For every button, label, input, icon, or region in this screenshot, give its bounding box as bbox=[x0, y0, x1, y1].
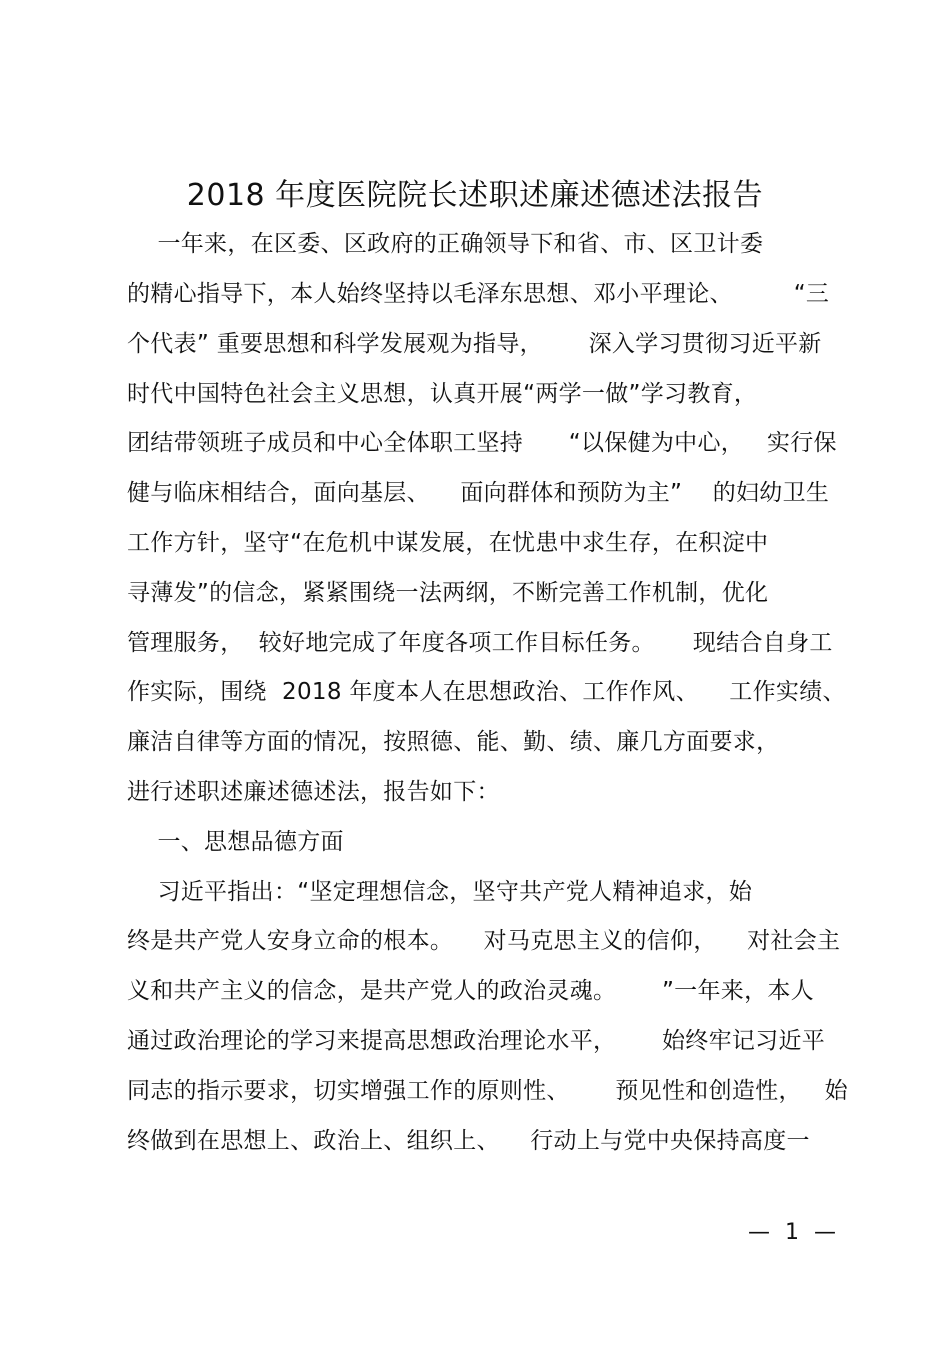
document-title: 2018 年度医院院长述职述廉述德述法报告 bbox=[186, 178, 764, 213]
body-line: 寻薄发”的信念，紧紧围绕一法两纲，不断完善工作机制，优化 bbox=[127, 580, 769, 606]
body-line: 健与临床相结合，面向基层、 面向群体和预防为主” 的妇幼卫生 bbox=[127, 480, 830, 506]
body-line: 个代表” 重要思想和科学发展观为指导， 深入学习贯彻习近平新 bbox=[127, 331, 822, 357]
body-line: 通过政治理论的学习来提高思想政治理论水平， 始终牢记习近平 bbox=[127, 1028, 826, 1054]
body-line: 进行述职述廉述德述法，报告如下： bbox=[127, 779, 500, 805]
body-line: 同志的指示要求，切实增强工作的原则性、 预见性和创造性， 始 bbox=[127, 1078, 848, 1104]
page-number: — 1 — bbox=[748, 1220, 840, 1245]
body-line: 一年来，在区委、区政府的正确领导下和省、市、区卫计委 bbox=[127, 231, 764, 257]
body-line: 终是共产党人安身立命的根本。 对马克思主义的信仰， 对社会主 bbox=[127, 928, 841, 954]
body-line: 终做到在思想上、政治上、组织上、 行动上与党中央保持高度一 bbox=[127, 1128, 810, 1154]
body-line: 管理服务， 较好地完成了年度各项工作目标任务。 现结合自身工 bbox=[127, 630, 833, 656]
body-line: 时代中国特色社会主义思想，认真开展“两学一做”学习教育， bbox=[127, 381, 758, 407]
body-line: 习近平指出：“坚定理想信念，坚守共产党人精神追求，始 bbox=[127, 879, 753, 905]
body-line: 义和共产主义的信念，是共产党人的政治灵魂。 ”一年来，本人 bbox=[127, 978, 814, 1004]
body-line: 的精心指导下，本人始终坚持以毛泽东思想、邓小平理论、 “三 bbox=[127, 281, 830, 307]
section-heading: 一、思想品德方面 bbox=[127, 829, 344, 855]
body-line: 工作方针，坚守“在危机中谋发展，在忧患中求生存，在积淀中 bbox=[127, 530, 769, 556]
body-line: 团结带领班子成员和中心全体职工坚持 “以保健为中心， 实行保 bbox=[127, 430, 837, 456]
body-line: 廉洁自律等方面的情况，按照德、能、勤、绩、廉几方面要求， bbox=[127, 729, 780, 755]
body-line: 作实际，围绕 2018 年度本人在思想政治、工作作风、 工作实绩、 bbox=[127, 679, 846, 705]
